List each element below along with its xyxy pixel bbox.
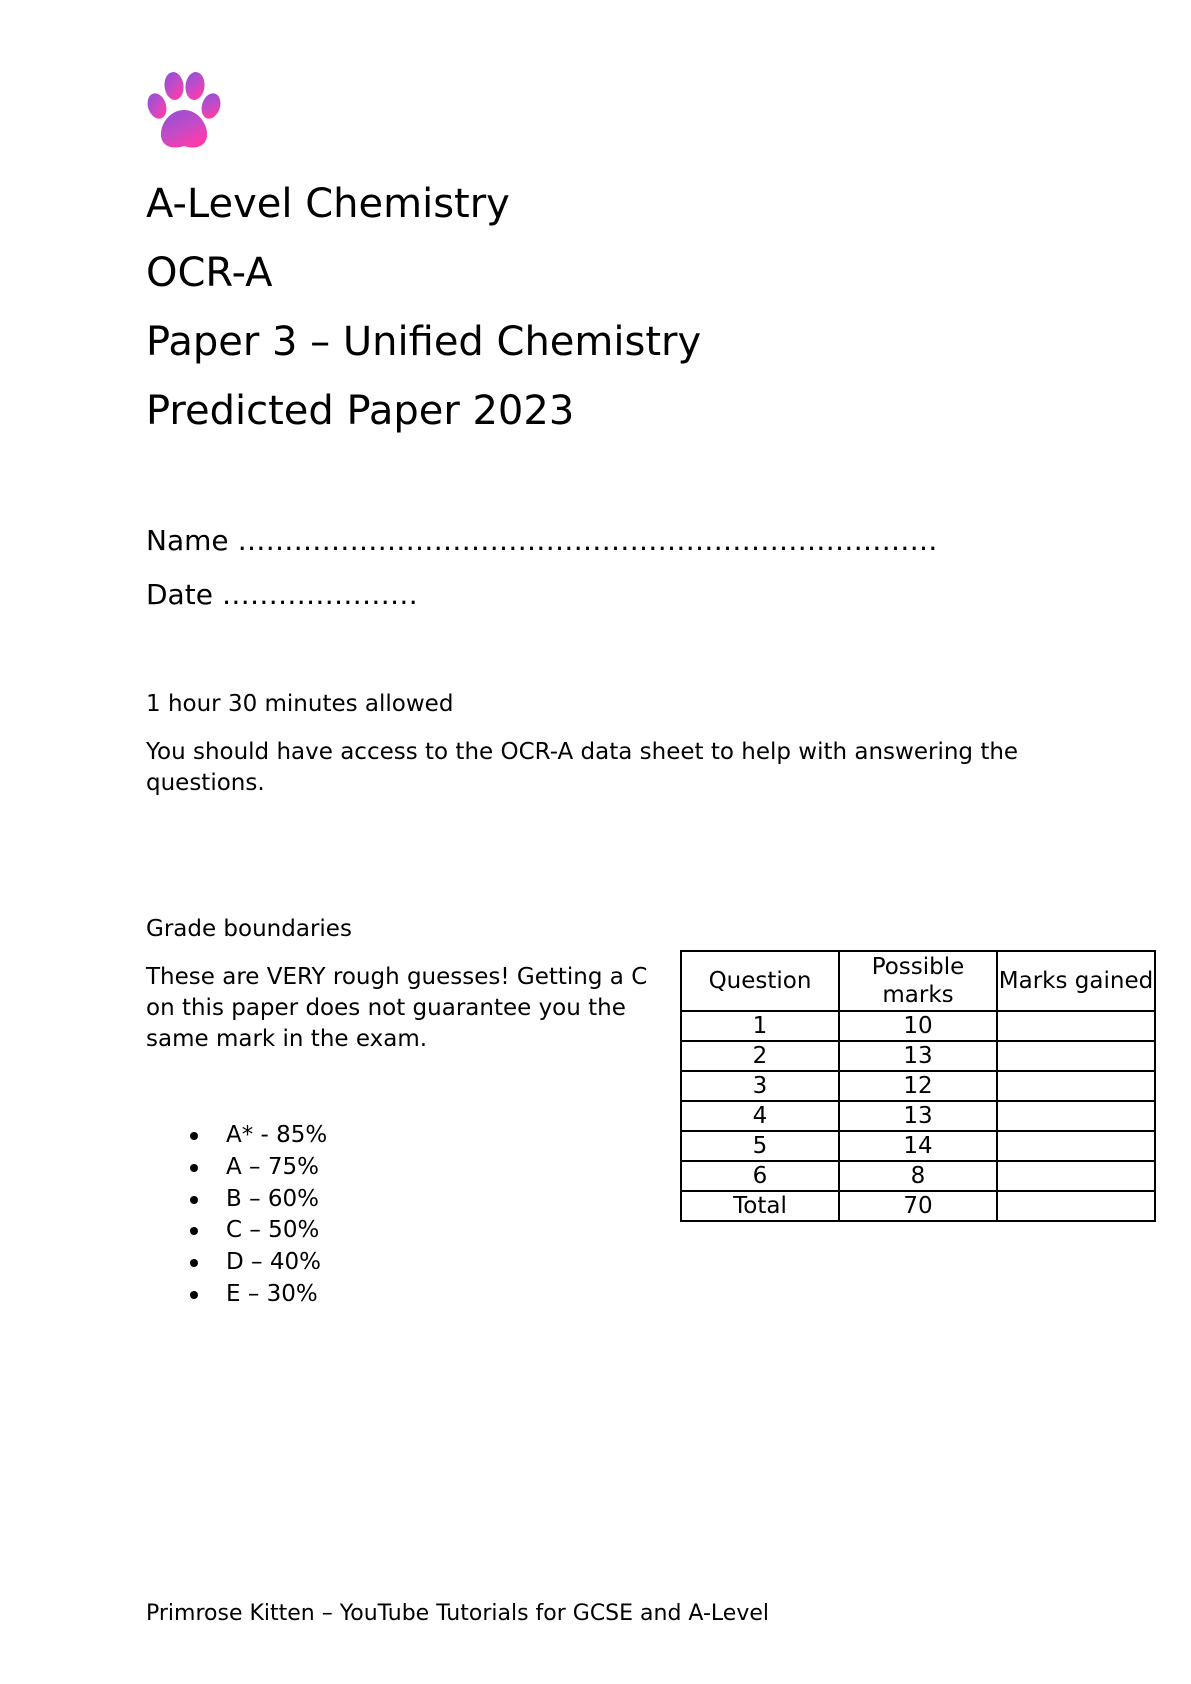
marks-gained-cell[interactable] [997,1071,1155,1101]
total-label-cell: Total [681,1191,839,1221]
possible-marks-cell: 12 [839,1071,997,1101]
grade-item: C – 50% [186,1215,327,1247]
grade-item: A – 75% [186,1152,327,1184]
table-row [681,1131,1155,1161]
name-field[interactable] [146,524,938,558]
question-cell: 5 [681,1131,839,1161]
title-board: OCR-A [146,250,273,296]
time-allowed-text: 1 hour 30 minutes allowed [146,691,454,717]
marks-table [680,950,1156,1222]
grade-item: E – 30% [186,1279,327,1311]
title-paper: Paper 3 – Unified Chemistry [146,319,702,365]
header-marks-gained: Marks gained [997,951,1155,1011]
header-question: Question [681,951,839,1011]
table-row [681,1161,1155,1191]
possible-marks-cell: 14 [839,1131,997,1161]
header-possible-marks: Possible marks [839,951,997,1011]
grade-boundaries-list [186,1120,327,1311]
footer-text: Primrose Kitten – YouTube Tutorials for GCSE and A-Level [146,1601,769,1626]
title-subject: A-Level Chemistry [146,181,510,227]
data-sheet-text: You should have access to the OCR-A data sheet to help with answering the questions. [146,739,1019,796]
question-cell: 2 [681,1041,839,1071]
marks-gained-cell[interactable] [997,1161,1155,1191]
possible-marks-cell: 13 [839,1101,997,1131]
question-cell: 4 [681,1101,839,1131]
possible-marks-cell: 8 [839,1161,997,1191]
paw-print-icon [146,70,222,152]
total-possible-cell: 70 [839,1191,997,1221]
table-row [681,1101,1155,1131]
table-row [681,1011,1155,1041]
marks-gained-cell[interactable] [997,1131,1155,1161]
table-header-row [681,951,1155,1011]
date-label: Date [146,578,213,611]
table-row [681,1041,1155,1071]
name-label: Name [146,524,229,557]
grade-item: D – 40% [186,1247,327,1279]
table-row [681,1071,1155,1101]
marks-gained-cell[interactable] [997,1041,1155,1071]
name-dots: ………………………………………………………………… [237,524,938,557]
table-total-row [681,1191,1155,1221]
grade-boundaries-heading: Grade boundaries [146,916,352,942]
date-field[interactable] [146,578,418,612]
date-dots: ………………… [221,578,418,611]
marks-gained-cell[interactable] [997,1011,1155,1041]
total-gained-cell[interactable] [997,1191,1155,1221]
possible-marks-cell: 13 [839,1041,997,1071]
question-cell: 1 [681,1011,839,1041]
question-cell: 6 [681,1161,839,1191]
marks-gained-cell[interactable] [997,1101,1155,1131]
question-cell: 3 [681,1071,839,1101]
grade-boundaries-note: These are VERY rough guesses! Getting a C on this paper does not guarantee you the same mark in the exam. [146,964,648,1052]
possible-marks-cell: 10 [839,1011,997,1041]
grade-item: B – 60% [186,1184,327,1216]
grade-item: A* - 85% [186,1120,327,1152]
title-predicted: Predicted Paper 2023 [146,388,575,434]
